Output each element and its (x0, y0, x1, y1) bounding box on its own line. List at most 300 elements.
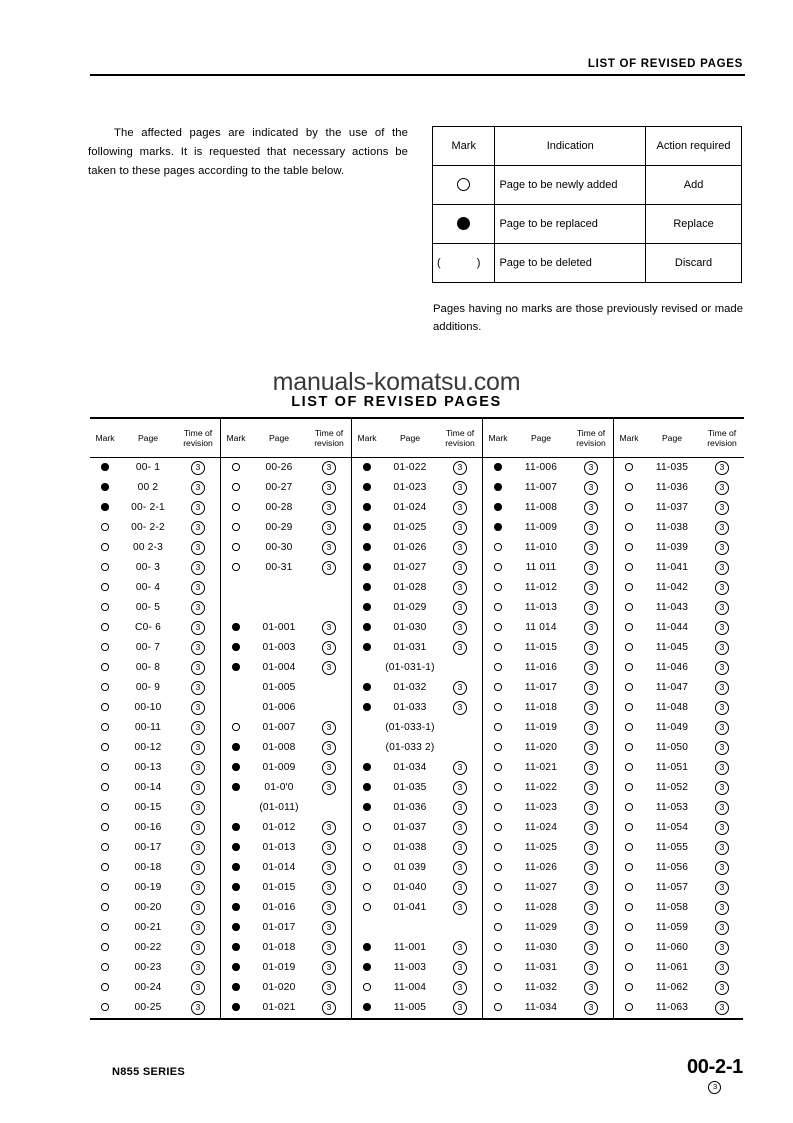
filled-circle-icon (221, 738, 252, 758)
open-circle-icon (483, 818, 514, 838)
revision-cell (307, 638, 352, 658)
legend-action: Discard (646, 244, 742, 283)
revision-cell (438, 578, 483, 598)
revision-circle-icon: 3 (453, 601, 467, 615)
revision-circle-icon: 3 (715, 801, 729, 815)
revision-circle-icon: 3 (453, 801, 467, 815)
filled-circle-icon (483, 458, 514, 478)
revision-circle-icon: 3 (191, 541, 205, 555)
revision-circle-icon: 3 (322, 841, 336, 855)
revision-circle-icon: 3 (715, 501, 729, 515)
revision-circle-icon: 3 (584, 481, 598, 495)
revision-circle-icon: 3 (715, 461, 729, 475)
open-circle-icon (221, 478, 252, 498)
page-number-cell: 00-22 (134, 942, 162, 953)
open-circle-icon (614, 578, 645, 598)
page-number-cell: 11-043 (655, 602, 689, 613)
page-number-cell: 01-009 (262, 762, 296, 773)
revision-circle-icon: 3 (191, 701, 205, 715)
page-number-cell: 00-17 (134, 842, 162, 853)
revision-circle-icon: 3 (453, 761, 467, 775)
page-number-cell: 01-025 (393, 522, 427, 533)
page-number-cell: 11-021 (524, 762, 558, 773)
revision-cell (438, 738, 483, 758)
open-circle-icon (90, 858, 120, 878)
revision-cell (569, 638, 614, 658)
filled-circle-icon (352, 698, 383, 718)
table-row (90, 678, 744, 698)
open-circle-icon (483, 998, 514, 1018)
revision-cell (176, 598, 221, 618)
revision-circle-icon: 3 (715, 721, 729, 735)
page-number-cell: 11-015 (524, 642, 558, 653)
revision-cell (307, 818, 352, 838)
revision-circle-icon: 3 (715, 601, 729, 615)
revision-circle-icon: 3 (584, 641, 598, 655)
revision-cell (700, 778, 744, 798)
page-number-cell: 11-056 (655, 862, 689, 873)
revision-cell (569, 598, 614, 618)
revision-circle-icon: 3 (715, 641, 729, 655)
revision-circle-icon: 3 (322, 941, 336, 955)
filled-circle-icon (221, 998, 252, 1018)
revision-circle-icon: 3 (191, 721, 205, 735)
open-circle-icon (352, 858, 383, 878)
revision-circle-icon: 3 (191, 581, 205, 595)
filled-circle-icon (221, 918, 252, 938)
page-number-cell: (01-031-1) (385, 662, 435, 673)
revision-cell (176, 798, 221, 818)
open-circle-icon (221, 718, 252, 738)
page-number-cell (251, 578, 307, 598)
column-header-page-3: Page (399, 432, 421, 443)
page-number-cell: 11-004 (393, 982, 427, 993)
revision-cell (176, 958, 221, 978)
revision-cell (176, 518, 221, 538)
filled-circle-icon (352, 678, 383, 698)
revision-cell (176, 938, 221, 958)
open-circle-icon (483, 698, 514, 718)
revision-circle-icon: 3 (715, 581, 729, 595)
revision-circle-icon: 3 (715, 881, 729, 895)
page-number-cell: 01-019 (262, 962, 296, 973)
legend-row (433, 244, 742, 283)
table-row (90, 998, 744, 1018)
page-number-cell: 01-023 (393, 482, 427, 493)
revision-cell (700, 718, 744, 738)
page-number-cell: 00-28 (265, 502, 293, 513)
revision-cell (700, 758, 744, 778)
table-row (90, 458, 744, 478)
revision-circle-icon: 3 (453, 841, 467, 855)
revision-cell (569, 558, 614, 578)
revision-cell (438, 698, 483, 718)
revision-cell (307, 998, 352, 1018)
revision-circle-icon: 3 (191, 821, 205, 835)
revision-circle-icon: 3 (322, 821, 336, 835)
revision-cell (438, 798, 483, 818)
page-number-cell: 11-045 (655, 642, 689, 653)
open-circle-icon (483, 918, 514, 938)
revision-cell (307, 698, 352, 718)
page-number-cell: 00-10 (134, 702, 162, 713)
page-number-cell: 11-050 (655, 742, 689, 753)
page-number-cell: 00- 8 (135, 662, 161, 673)
revision-cell (176, 638, 221, 658)
open-circle-icon (90, 758, 120, 778)
open-circle-icon (483, 898, 514, 918)
page-number-cell: 11-036 (655, 482, 689, 493)
table-row (90, 898, 744, 918)
table-row (90, 938, 744, 958)
open-circle-icon (483, 558, 514, 578)
revision-cell (307, 658, 352, 678)
revision-circle-icon: 3 (191, 601, 205, 615)
revision-cell (569, 678, 614, 698)
page-number-cell: 01-033 (393, 702, 427, 713)
revision-cell (700, 518, 744, 538)
revision-circle-icon: 3 (584, 861, 598, 875)
page-number-cell: 11-018 (524, 702, 558, 713)
legend-indication: Page to be replaced (495, 205, 646, 244)
page-number-cell: 11-037 (655, 502, 689, 513)
page-number-cell: 11-019 (524, 722, 558, 733)
open-circle-icon (90, 618, 120, 638)
revision-cell (307, 738, 352, 758)
open-circle-icon (90, 638, 120, 658)
revision-circle-icon: 3 (715, 681, 729, 695)
open-circle-icon (221, 538, 252, 558)
page-number-cell: 01-008 (262, 742, 296, 753)
mark-cell-empty (352, 738, 383, 758)
revision-cell (700, 818, 744, 838)
revision-cell (700, 658, 744, 678)
revision-cell (307, 678, 352, 698)
revision-circle-icon: 3 (715, 1001, 729, 1015)
page-number-cell: 11-013 (524, 602, 558, 613)
revision-circle-icon: 3 (715, 741, 729, 755)
revision-circle-icon: 3 (584, 621, 598, 635)
table-row (90, 838, 744, 858)
filled-circle-icon (352, 498, 383, 518)
page-number-cell: 00-18 (134, 862, 162, 873)
revision-circle-icon: 3 (584, 921, 598, 935)
page-number-cell: 00-11 (134, 722, 162, 733)
open-circle-icon (614, 998, 645, 1018)
revision-circle-icon: 3 (453, 701, 467, 715)
revision-circle-icon: 3 (453, 901, 467, 915)
revision-cell (700, 458, 744, 478)
filled-circle-icon (221, 758, 252, 778)
page-number-cell (251, 598, 307, 618)
revision-cell (438, 498, 483, 518)
open-circle-icon (614, 558, 645, 578)
revision-cell (307, 518, 352, 538)
page-number-cell: 11-039 (655, 542, 689, 553)
table-row (90, 758, 744, 778)
filled-circle-icon (352, 578, 383, 598)
page-number-cell: 11-020 (524, 742, 558, 753)
page-number-cell: 11-046 (655, 662, 689, 673)
revision-cell (438, 918, 483, 938)
open-circle-icon (614, 538, 645, 558)
revision-circle-icon: 3 (584, 661, 598, 675)
revision-cell (438, 838, 483, 858)
mark-cell-empty (221, 578, 252, 598)
revision-circle-icon: 3 (191, 521, 205, 535)
page-number-cell: 00-26 (265, 462, 293, 474)
revision-cell (569, 818, 614, 838)
revision-circle-icon: 3 (322, 1001, 336, 1015)
table-row (90, 478, 744, 498)
revision-circle-icon: 3 (715, 701, 729, 715)
page-number-cell: 11-031 (524, 962, 558, 973)
open-circle-icon (90, 998, 120, 1018)
page-number-cell: 01-007 (262, 722, 296, 733)
open-circle-icon (614, 498, 645, 518)
revision-cell (700, 538, 744, 558)
filled-circle-icon (352, 538, 383, 558)
revision-circle-icon: 3 (715, 981, 729, 995)
legend-header-row (433, 127, 742, 166)
mark-cell-empty (221, 598, 252, 618)
page-number-cell: 00- 2-1 (131, 502, 165, 513)
page-number-cell: 11-057 (655, 882, 689, 893)
open-circle-icon (614, 858, 645, 878)
page-number-cell: 11-034 (524, 1002, 558, 1013)
revision-cell (307, 558, 352, 578)
revision-cell (176, 498, 221, 518)
page-number-cell: 11-005 (393, 1002, 427, 1013)
open-circle-icon (614, 958, 645, 978)
page-number-cell: 01-020 (262, 982, 296, 993)
revision-circle-icon: 3 (191, 1001, 205, 1015)
revision-cell (569, 738, 614, 758)
revised-pages-table (90, 417, 744, 1018)
open-circle-icon (614, 918, 645, 938)
revision-cell (307, 778, 352, 798)
column-header-page-4: Page (530, 432, 552, 443)
open-circle-icon (90, 558, 120, 578)
column-header-mark-4: Mark (483, 418, 514, 458)
revision-circle-icon: 3 (453, 541, 467, 555)
footer-page-number-value: 00-2-1 (686, 1056, 743, 1078)
open-circle-icon (483, 958, 514, 978)
revision-circle-icon: 3 (191, 561, 205, 575)
page-number-cell: 11-051 (655, 762, 689, 773)
page-number-cell: 01-029 (393, 602, 427, 613)
revision-circle-icon: 3 (453, 501, 467, 515)
revision-cell (307, 798, 352, 818)
revision-circle-icon: 3 (584, 601, 598, 615)
filled-circle-icon (221, 658, 252, 678)
revision-cell (700, 958, 744, 978)
table-row (90, 618, 744, 638)
page-number-cell: 01-032 (393, 682, 427, 693)
revision-cell (176, 718, 221, 738)
revision-circle-icon: 3 (708, 1081, 721, 1094)
table-row (90, 518, 744, 538)
legend-action: Add (646, 166, 742, 205)
revision-cell (438, 718, 483, 738)
page-number-cell: 11-006 (524, 462, 558, 474)
filled-circle-icon (352, 798, 383, 818)
column-header-mark-5: Mark (614, 418, 645, 458)
mark-cell-empty (221, 798, 252, 818)
page-number-cell: 00- 7 (135, 642, 161, 653)
revision-cell (307, 598, 352, 618)
revision-cell (700, 598, 744, 618)
revision-cell (569, 938, 614, 958)
revision-cell (438, 818, 483, 838)
page-number-cell: 01-015 (262, 882, 296, 893)
revised-pages-header (90, 418, 744, 458)
revision-circle-icon: 3 (322, 541, 336, 555)
revision-cell (569, 478, 614, 498)
revision-circle-icon: 3 (453, 461, 467, 475)
table-row (90, 778, 744, 798)
page-number-cell: 11-061 (655, 962, 689, 973)
open-circle-icon (221, 458, 252, 478)
revision-cell (438, 878, 483, 898)
open-circle-icon (483, 598, 514, 618)
page-number-cell: C0- 6 (135, 622, 161, 633)
page-number-cell: 11-012 (524, 582, 558, 593)
revision-cell (700, 558, 744, 578)
revision-cell (176, 558, 221, 578)
page-number-cell: 11-007 (524, 482, 558, 493)
open-circle-icon (483, 938, 514, 958)
column-header-mark-1: Mark (95, 432, 115, 443)
revision-cell (569, 918, 614, 938)
page-number-cell: 11-059 (655, 922, 689, 933)
revision-circle-icon: 3 (322, 481, 336, 495)
revision-circle-icon: 3 (715, 761, 729, 775)
page-number-cell: 11-063 (655, 1002, 689, 1013)
page-number-cell (382, 918, 438, 938)
page-number-cell: 01-037 (393, 822, 427, 833)
header-divider (90, 74, 745, 76)
revision-cell (438, 658, 483, 678)
revision-circle-icon: 3 (453, 781, 467, 795)
page-number-cell: 00-29 (265, 522, 293, 533)
open-circle-icon (614, 598, 645, 618)
filled-circle-icon (221, 838, 252, 858)
revision-cell (700, 998, 744, 1018)
open-circle-icon (614, 838, 645, 858)
open-circle-icon (90, 598, 120, 618)
open-circle-icon (483, 798, 514, 818)
page-number-cell: 11-028 (524, 902, 558, 913)
revision-circle-icon: 3 (715, 821, 729, 835)
open-circle-icon (90, 818, 120, 838)
column-header-mark-2: Mark (221, 418, 252, 458)
revision-circle-icon: 3 (715, 961, 729, 975)
revision-circle-icon: 3 (584, 961, 598, 975)
revision-circle-icon: 3 (715, 861, 729, 875)
page-number-cell: 01-013 (262, 842, 296, 853)
revision-cell (438, 638, 483, 658)
open-circle-icon (483, 538, 514, 558)
table-row (90, 538, 744, 558)
revision-cell (438, 898, 483, 918)
open-circle-icon (614, 638, 645, 658)
revision-cell (569, 958, 614, 978)
page-number-cell: 11-029 (524, 922, 558, 933)
legend-action: Replace (646, 205, 742, 244)
revision-cell (176, 458, 221, 478)
filled-circle-icon (483, 498, 514, 518)
mark-cell-empty (352, 718, 383, 738)
page-number-cell: 00-15 (134, 802, 162, 813)
header-title: LIST OF REVISED PAGES (587, 58, 743, 70)
page-number-cell: 11-001 (393, 942, 427, 953)
revision-cell (307, 478, 352, 498)
page-number-cell: 11-041 (655, 562, 689, 573)
page-number-cell: 01-006 (262, 702, 296, 713)
page-number-cell: 01-034 (393, 762, 427, 773)
page-number-cell: 11-053 (655, 802, 689, 813)
legend-table (432, 126, 742, 283)
open-circle-icon (90, 538, 120, 558)
page-number-cell: 01 039 (393, 862, 427, 873)
revision-cell (700, 798, 744, 818)
filled-circle-icon (352, 598, 383, 618)
revision-circle-icon: 3 (453, 881, 467, 895)
page-number-cell: 11-054 (655, 822, 689, 833)
revision-cell (307, 458, 352, 478)
open-circle-icon (90, 658, 120, 678)
revision-circle-icon: 3 (715, 941, 729, 955)
watermark-text: manuals-komatsu.com (272, 368, 521, 396)
page-number-cell: 00-27 (265, 482, 293, 493)
column-header-revision-3: Time of revision (445, 427, 475, 448)
column-header-page-2: Page (268, 432, 290, 443)
page-number-cell: 11-042 (655, 582, 689, 593)
revision-circle-icon: 3 (322, 881, 336, 895)
revision-circle-icon: 3 (584, 941, 598, 955)
page-number-cell: 11-035 (655, 462, 689, 474)
revision-cell (438, 998, 483, 1018)
table-row (90, 738, 744, 758)
filled-circle-icon (352, 618, 383, 638)
column-header-mark-3: Mark (352, 418, 383, 458)
open-circle-icon (221, 518, 252, 538)
page-number-cell: 00-23 (134, 962, 162, 973)
revision-cell (700, 478, 744, 498)
page-number-cell: 01-012 (262, 822, 296, 833)
table-row (90, 918, 744, 938)
parentheses-icon: ( ) (433, 244, 495, 283)
page-number-cell: 00- 4 (135, 582, 161, 593)
table-row (90, 658, 744, 678)
revision-circle-icon: 3 (715, 541, 729, 555)
open-circle-icon (614, 798, 645, 818)
revision-circle-icon: 3 (322, 461, 336, 475)
revision-circle-icon: 3 (191, 801, 205, 815)
revision-cell (438, 958, 483, 978)
revision-circle-icon: 3 (453, 621, 467, 635)
revision-cell (438, 678, 483, 698)
revision-cell (307, 978, 352, 998)
revision-circle-icon: 3 (715, 621, 729, 635)
revision-cell (700, 678, 744, 698)
legend-header-indication: Indication (495, 127, 646, 166)
revision-cell (307, 938, 352, 958)
page-number-cell: 01-040 (393, 882, 427, 893)
legend-body (433, 166, 742, 283)
page-number-cell: 11-058 (655, 902, 689, 913)
